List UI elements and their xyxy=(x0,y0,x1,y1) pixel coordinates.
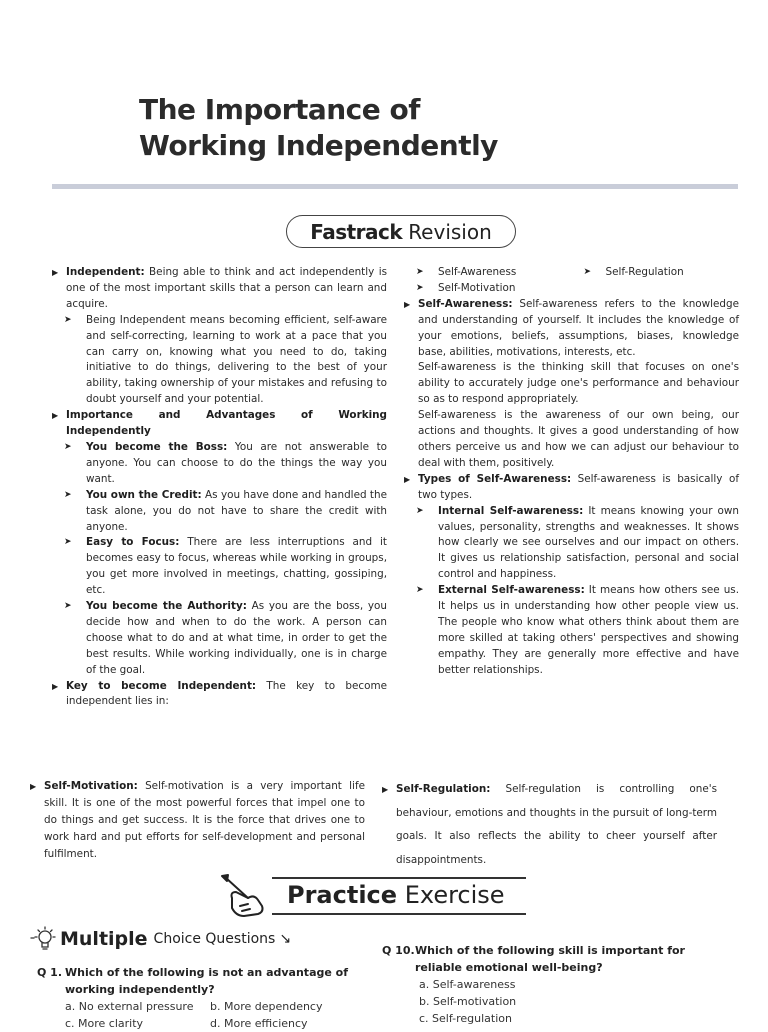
self-awareness-para-2: Self-awareness is the thinking skill that focuses on one's ability to accurately judge one's performance and behaviour so as to respond appropriately. xyxy=(418,361,739,406)
independent-sub-bullet: ➤ Being Independent means becoming efficient, self-aware and self-correcting, learning to work at a pace that you can carry on, knowing what you need to do, taking initiative to do things, delivering to the best of your ability, taking ownership of your mistakes and refusing to doubt yourself and your potential. xyxy=(52,313,387,408)
option-a[interactable]: a. Self-awareness xyxy=(419,978,516,991)
lightbulb-icon xyxy=(30,926,60,952)
diagonal-arrow-icon: ↘ xyxy=(279,931,292,947)
practice-bold: Practice xyxy=(287,881,398,909)
internal-bullet: ➤ Internal Self-awareness: It means knowing your own values, personality, strengths and weaknesses. It shows how clearly we see ourselves and our impact on others. It gives us relationship satisfaction, personal and social control and happiness. xyxy=(404,504,739,584)
boss-bullet: ➤ You become the Boss: You are not answerable to anyone. You can choose to do the things the way you want. xyxy=(52,440,387,488)
self-regulation-bullet: ▶ Self-Regulation: Self-regulation is controlling one's behaviour, emotions and thoughts in the pursuit of long-term goals. It also reflects the ability to cheer yourself after disappointments. xyxy=(382,778,717,872)
question-number: Q 10. xyxy=(382,944,415,957)
left-column xyxy=(52,265,387,710)
mcq-small: Choice Questions xyxy=(153,931,276,947)
option-b[interactable]: b. Self-motivation xyxy=(419,995,517,1008)
hand-pencil-icon xyxy=(218,872,268,920)
self-motivation-bullet: ▶ Self-Motivation: Self-motivation is a very important life skill. It is one of the most powerful forces that impel one to do things and get success. It is the force that drives one to work hard and put efforts for self-development and personal fulfilment. xyxy=(30,778,365,863)
external-bullet: ➤ External Self-awareness: It means how others see us. It helps us in understanding how other people view us. The people who know what others think about them are more skilled at taking others' perspectives and showing empathy. They are generally more effective and have better relationships. xyxy=(404,583,739,678)
list-item: ➤ Self-Regulation xyxy=(572,265,740,281)
list-item: ➤ Self-Motivation xyxy=(404,281,739,297)
credit-bullet: ➤ You own the Credit: As you have done and handled the task alone, you do not have to share the credit with anyone. xyxy=(52,488,387,536)
question-10 xyxy=(382,942,722,1027)
question-text: Which of the following skill is important for reliable emotional well-being? xyxy=(415,944,685,974)
question-number: Q 1. xyxy=(37,966,63,979)
option-c[interactable]: c. More clarity xyxy=(65,1017,144,1030)
self-motivation-block xyxy=(30,778,365,863)
self-awareness-para-3: Self-awareness is the awareness of our own being, our actions and thoughts. It gives a good understanding of how others perceive us and how we can adjust our behaviour to deal with them, positively. xyxy=(418,409,739,469)
question-1 xyxy=(37,964,367,1032)
options-list xyxy=(382,976,722,1027)
option-a[interactable]: a. No external pressure xyxy=(65,1000,194,1013)
question-text: Which of the following is not an advantage of working independently? xyxy=(65,966,348,996)
focus-bullet: ➤ Easy to Focus: There are less interruptions and it becomes easy to focus, whereas while working in groups, you get more involved in meetings, chatting, gossiping, etc. xyxy=(52,535,387,599)
option-d[interactable]: d. More efficiency xyxy=(210,1017,308,1030)
importance-heading: ▶ Importance and Advantages of Working Independently xyxy=(52,408,387,440)
page-title xyxy=(139,92,498,164)
self-awareness-bullet: ▶ Self-Awareness: Self-awareness refers to the knowledge and understanding of yourself. It includes the knowledge of your emotions, beliefs, assumptions, biases, knowledge base, abilities, motivations, interests, etc. xyxy=(404,297,739,361)
title-line-1: The Importance of xyxy=(139,93,420,126)
fastrack-revision-badge xyxy=(286,215,516,248)
list-item: ➤ Self-Awareness xyxy=(404,265,572,281)
options-grid xyxy=(37,998,367,1032)
right-column xyxy=(404,265,739,679)
skills-list-row xyxy=(404,265,739,281)
authority-bullet: ➤ You become the Authority: As you are the boss, you decide how and when to do the work. A person can choose what to do and at what time, in order to get the best results. While working individually, one is in charge of the goal. xyxy=(52,599,387,679)
option-c[interactable]: c. Self-regulation xyxy=(419,1012,512,1025)
types-bullet: ▶ Types of Self-Awareness: Self-awareness is basically of two types. xyxy=(404,472,739,504)
independent-bullet: ▶ Independent: Being able to think and act independently is one of the most important skills that a person can learn and acquire. xyxy=(52,265,387,313)
fastrack-bold: Fastrack xyxy=(310,219,403,244)
practice-rest: Exercise xyxy=(397,881,505,909)
mcq-big: Multiple xyxy=(60,928,148,950)
practice-bottom-rule xyxy=(272,913,526,915)
title-divider xyxy=(52,184,738,189)
practice-top-rule xyxy=(272,877,526,879)
fastrack-rest: Revision xyxy=(408,219,492,244)
option-b[interactable]: b. More dependency xyxy=(210,1000,323,1013)
self-regulation-block xyxy=(382,778,717,872)
key-bullet: ▶ Key to become Independent: The key to become independent lies in: xyxy=(52,679,387,711)
practice-exercise-heading xyxy=(287,881,505,909)
title-line-2: Working Independently xyxy=(139,129,498,162)
mcq-heading xyxy=(30,926,291,952)
